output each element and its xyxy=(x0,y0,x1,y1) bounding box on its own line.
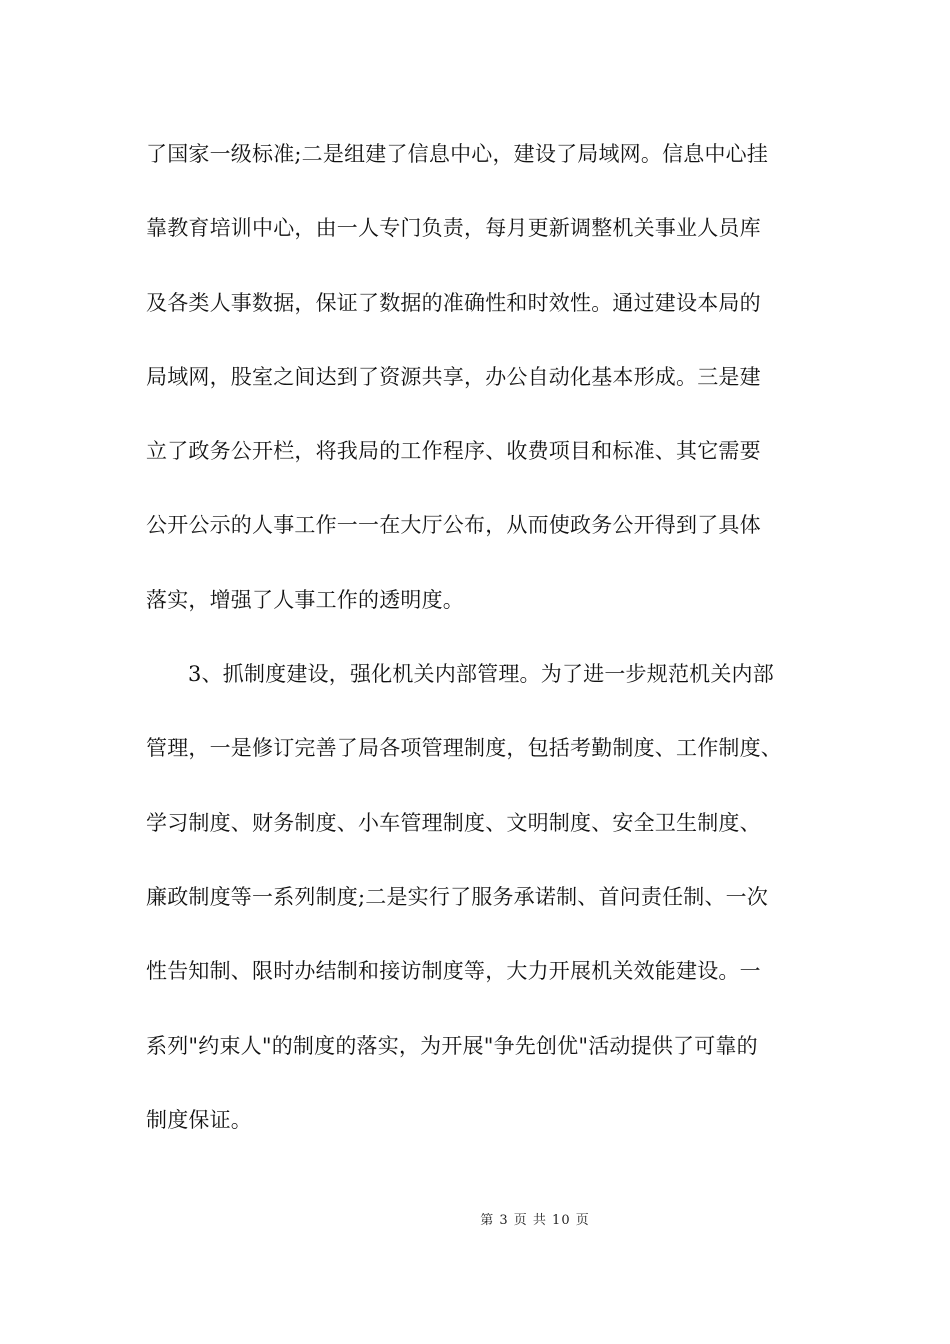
text-line: 学习制度、财务制度、小车管理制度、文明制度、安全卫生制度、 xyxy=(146,810,761,835)
text-line: 及各类人事数据，保证了数据的准确性和时效性。通过建设本局的 xyxy=(146,290,761,315)
text-line: 靠教育培训中心，由一人专门负责，每月更新调整机关事业人员库 xyxy=(146,216,761,241)
text-line: 局域网，股室之间达到了资源共享，办公自动化基本形成。三是建 xyxy=(146,364,761,389)
text-line: 制度保证。 xyxy=(146,1107,252,1132)
text-line: 了国家一级标准;二是组建了信息中心，建设了局域网。信息中心挂 xyxy=(146,142,769,166)
text-line: 立了政务公开栏，将我局的工作程序、收费项目和标准、其它需要 xyxy=(146,439,761,464)
text-line: 廉政制度等一系列制度;二是实行了服务承诺制、首问责任制、一次 xyxy=(146,884,769,909)
text-line: 管理，一是修订完善了局各项管理制度，包括考勤制度、工作制度、 xyxy=(146,736,782,761)
body-text xyxy=(146,137,826,1177)
text-line: 落实，增强了人事工作的透明度。 xyxy=(146,587,464,612)
text-line: 公开公示的人事工作一一在大厅公布，从而使政务公开得到了具体 xyxy=(146,513,761,538)
text-line: 性告知制、限时办结制和接访制度等，大力开展机关效能建设。一 xyxy=(146,959,761,984)
paragraph-start-line: 3、抓制度建设，强化机关内部管理。为了进一步规范机关内部 xyxy=(188,662,774,687)
page-number-footer: 第 3 页 共 10 页 xyxy=(480,1213,590,1228)
text-line: 系列"约束人"的制度的落实，为开展"争先创优"活动提供了可靠的 xyxy=(146,1033,758,1058)
